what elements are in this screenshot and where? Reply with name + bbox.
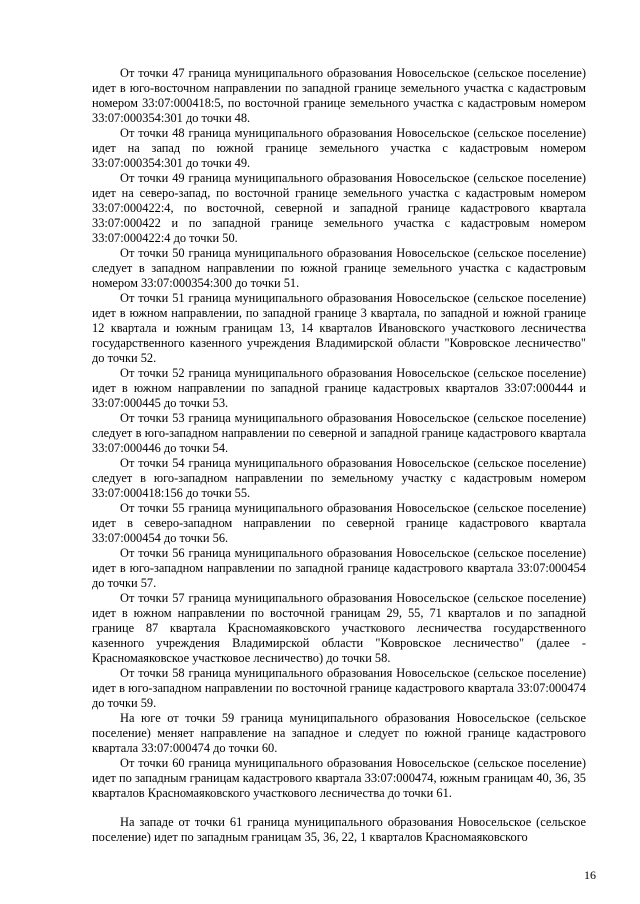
paragraph-point-48: От точки 48 граница муниципального образования Новосельское (сельское поселение) идет на запад по южной границе земельного участка с кадастровым номером 33:07:000354:301 до точки 49. — [92, 126, 586, 170]
paragraph-point-53: От точки 53 граница муниципального образования Новосельское (сельское поселение) следует в юго-западном направлении по северной и западной границе кадастрового квартала 33:07:000446 до точки 54. — [92, 411, 586, 455]
paragraph-point-50: От точки 50 граница муниципального образования Новосельское (сельское поселение) следует в западном направлении по южной границе земельного участка с кадастровым номером 33:07:000354:300 до точки 51. — [92, 246, 586, 290]
paragraph-point-58: От точки 58 граница муниципального образования Новосельское (сельское поселение) идет в юго-западном направлении по восточной границе кадастрового квартала 33:07:000474 до точки 59. — [92, 666, 586, 710]
paragraph-point-55: От точки 55 граница муниципального образования Новосельское (сельское поселение) идет в северо-западном направлении по северной границе кадастрового квартала 33:07:000454 до точки 56. — [92, 501, 586, 545]
paragraph-point-60: От точки 60 граница муниципального образования Новосельское (сельское поселение) идет по западным границам кадастрового квартала 33:07:000474, южным границам 40, 36, 35 кварталов Красномаяковского участкового лесничества до точки 61. — [92, 756, 586, 800]
paragraph-point-61: На западе от точки 61 граница муниципального образования Новосельское (сельское поселение) идет по западным границам 35, 36, 22, 1 кварталов Красномаяковского — [92, 815, 586, 844]
paragraph-point-56: От точки 56 граница муниципального образования Новосельское (сельское поселение) идет в юго-западном направлении по западной границе кадастрового квартала 33:07:000454 до точки 57. — [92, 546, 586, 590]
paragraph-point-59: На юге от точки 59 граница муниципального образования Новосельское (сельское поселение) меняет направление на западное и следует по южной границе кадастрового квартала 33:07:000474 до точки 60. — [92, 711, 586, 755]
paragraph-point-52: От точки 52 граница муниципального образования Новосельское (сельское поселение) идет в южном направлении по западной границе кадастровых кварталов 33:07:000444 и 33:07:000445 до точки 53. — [92, 366, 586, 410]
document-body — [92, 66, 586, 866]
paragraph-point-51: От точки 51 граница муниципального образования Новосельское (сельское поселение) идет в южном направлении, по западной границе 3 квартала, по западной и южной границе 12 квартала и южным границам 13, 14 кварталов Ивановского участкового лесничества государственного казенного учреждения Владимирской области "Ковровское лесничество" до точки 52. — [92, 291, 586, 365]
paragraph-point-57: От точки 57 граница муниципального образования Новосельское (сельское поселение) идет в южном направлении по восточной границам 29, 55, 71 кварталов и по западной границе 87 квартала Красномаяковского участкового лесничества государственного казенного учреждения Владимирской области "Ковровское лесничество" (далее - Красномаяковское участковое лесничество) до точки 58. — [92, 591, 586, 665]
paragraph-point-54: От точки 54 граница муниципального образования Новосельское (сельское поселение) следует в юго-западном направлении по земельному участку с кадастровым номером 33:07:000418:156 до точки 55. — [92, 456, 586, 500]
page-number: 16 — [584, 868, 596, 882]
paragraph-point-49: От точки 49 граница муниципального образования Новосельское (сельское поселение) идет на северо-запад, по восточной границе земельного участка с кадастровым номером 33:07:000422:4, по восточной, северной и западной границе кадастрового квартала 33:07:000422 и по западной границе земельного участка с кадастровым номером 33:07:000422:4 до точки 50. — [92, 171, 586, 245]
paragraph-point-47: От точки 47 граница муниципального образования Новосельское (сельское поселение) идет в юго-восточном направлении по западной границе земельного участка с кадастровым номером 33:07:000418:5, по восточной границе земельного участка с кадастровым номером 33:07:000354:301 до точки 48. — [92, 66, 586, 125]
